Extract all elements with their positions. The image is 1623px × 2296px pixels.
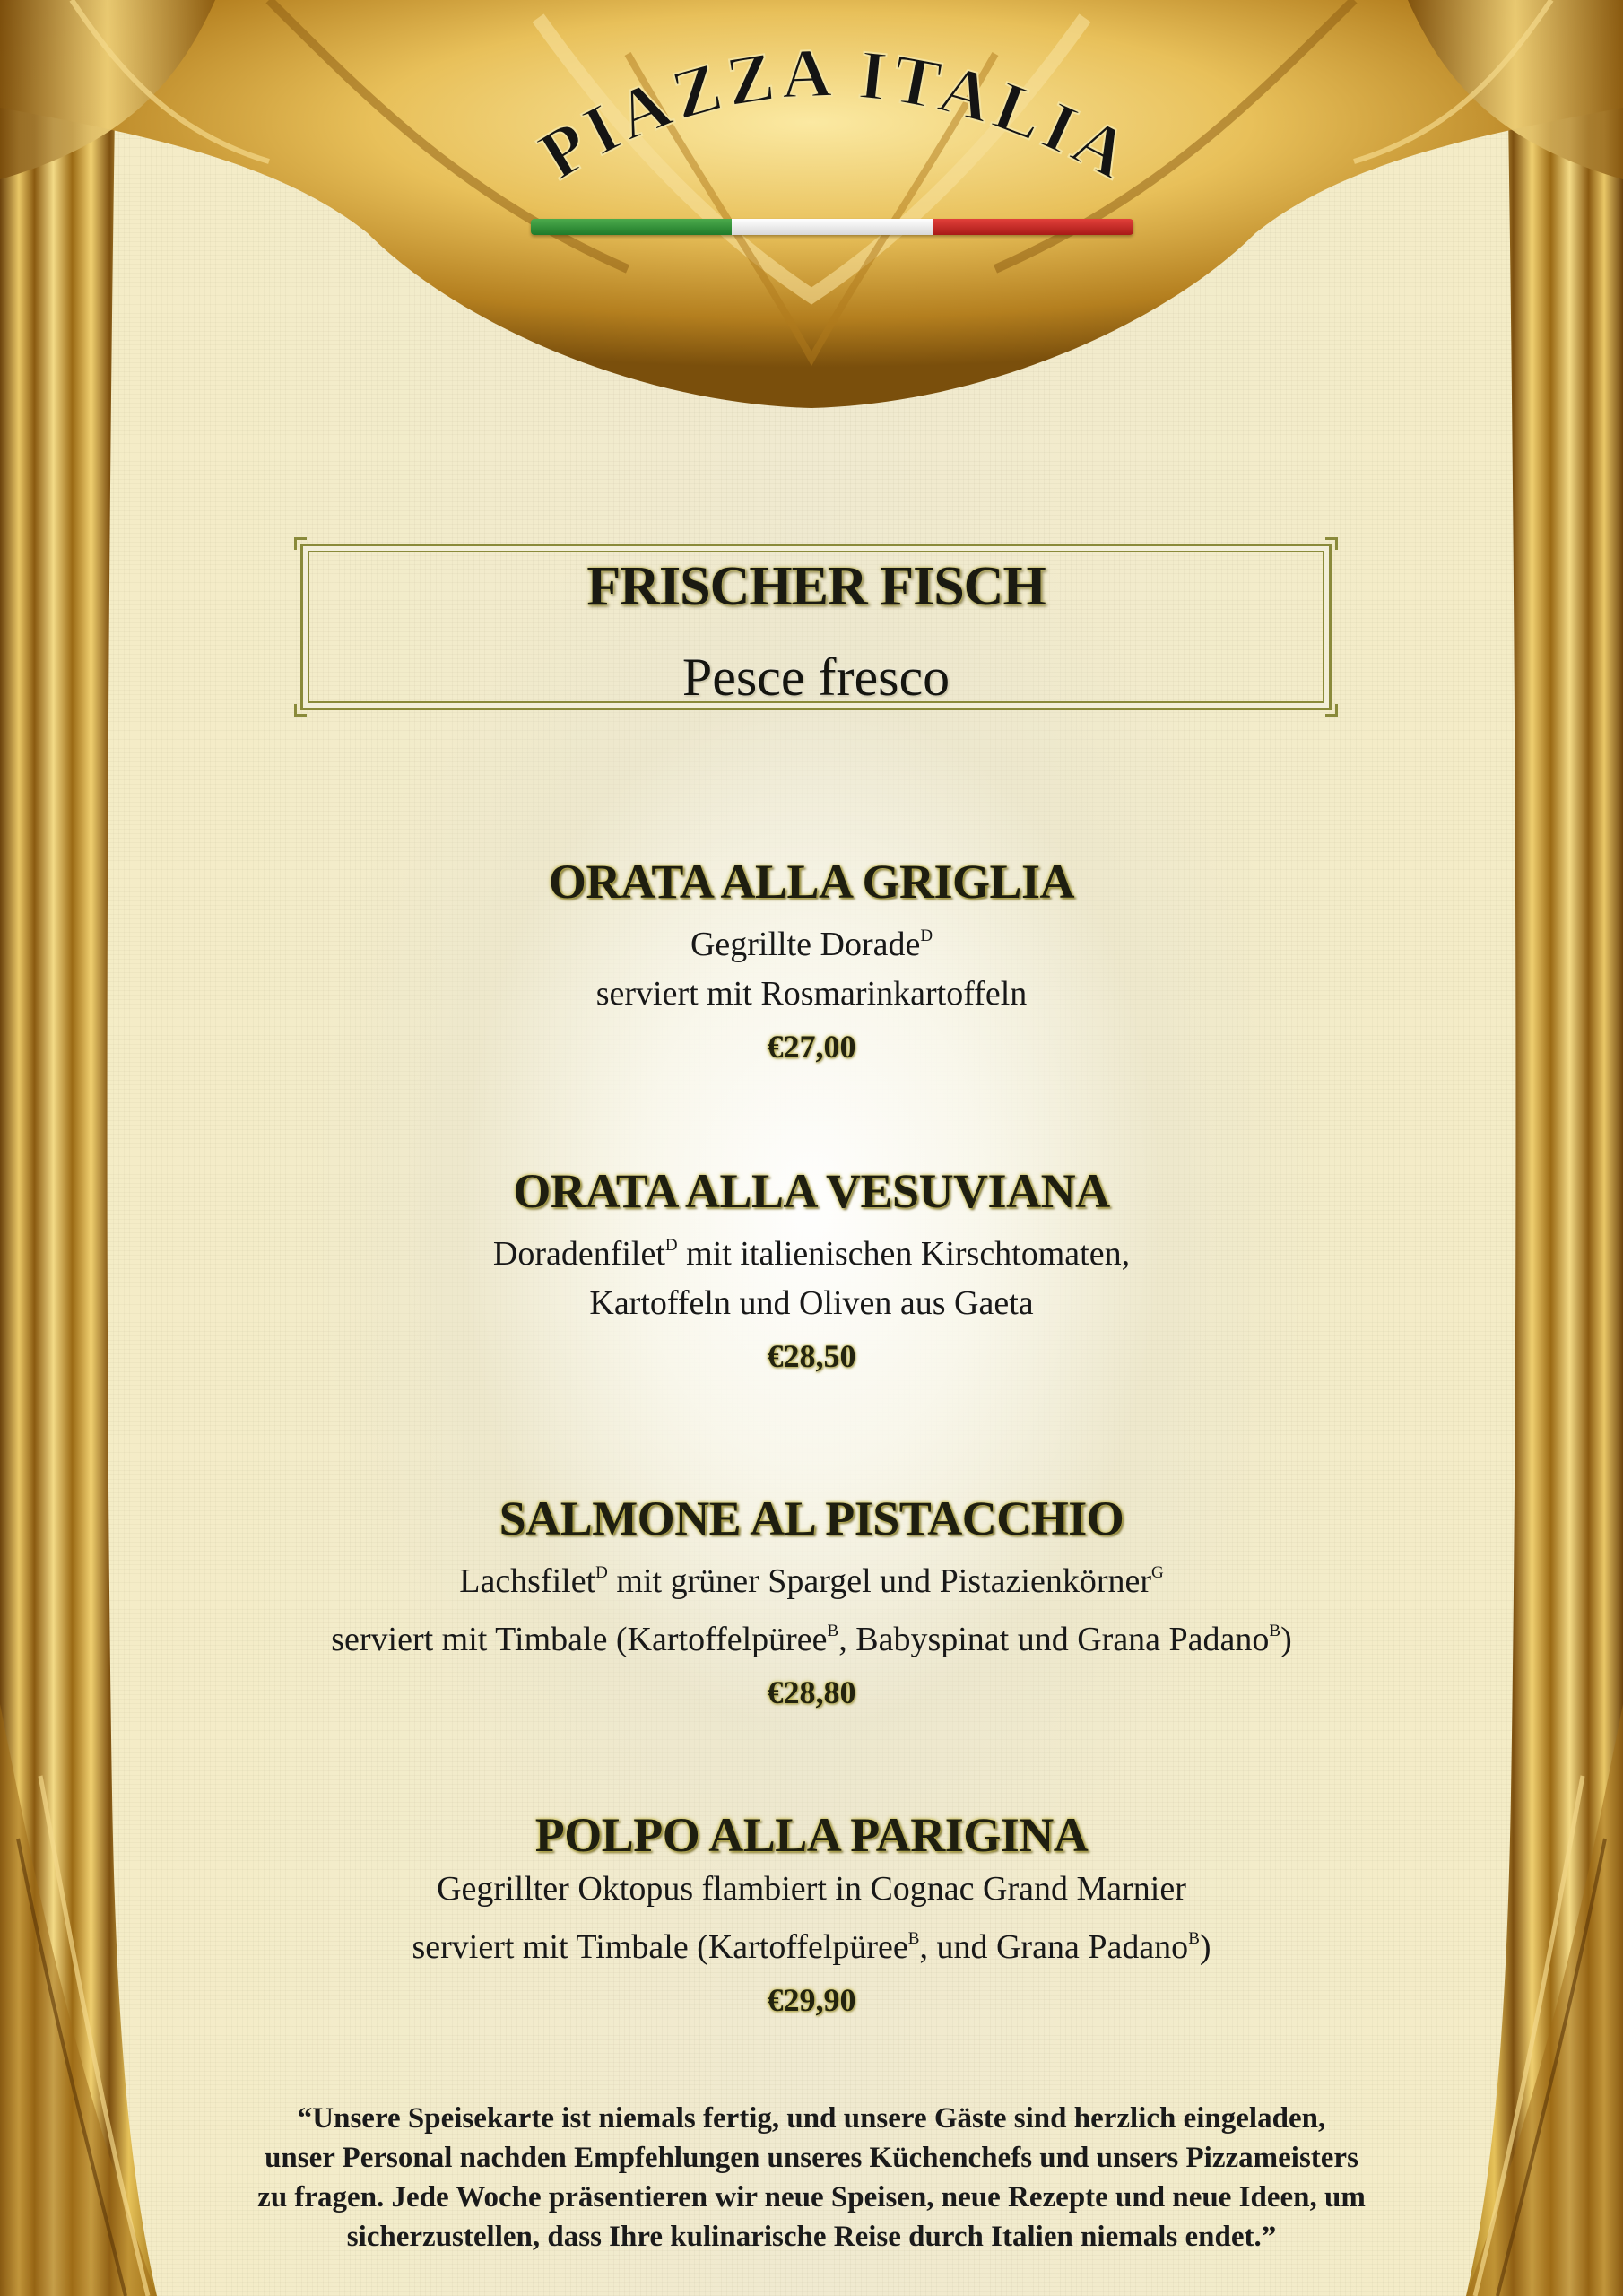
dish-description-line: Gegrillte Dorade$^D$ <box>690 926 933 964</box>
menu-item <box>269 1489 1354 1720</box>
dish-description-line: serviert mit Timbale (Kartoffelpüree$^B$, Babyspinat und Grana Padano$^B$) <box>331 1621 1292 1659</box>
dish-name: POLPO ALLA PARIGINA <box>534 1808 1089 1862</box>
dish-price: €29,90 <box>767 1982 856 2019</box>
section-title: FRISCHER FISCH <box>586 556 1046 617</box>
restaurant-logo <box>0 0 1623 287</box>
dish-description-line: Doradenfilet$^D$ mit italienischen Kirschtomaten, <box>492 1235 1131 1274</box>
dish-description-line: Kartoffeln und Oliven aus Gaeta <box>589 1284 1034 1323</box>
dish-name: ORATA ALLA GRIGLIA <box>548 855 1075 909</box>
allergen-code: B <box>827 1622 839 1641</box>
menu-item <box>269 1161 1354 1384</box>
allergen-code: B <box>1188 1929 1200 1948</box>
dish-price: €27,00 <box>767 1029 856 1065</box>
footer-quote-line: sicherzustellen, dass Ihre kulinarische Reise durch Italien niemals endet.” <box>346 2221 1277 2253</box>
section-subtitle: Pesce fresco <box>681 648 950 707</box>
dish-description-line: serviert mit Timbale (Kartoffelpüree$^B$, und Grana Padano$^B$) <box>412 1928 1211 1967</box>
dish-price: €28,50 <box>767 1338 856 1375</box>
menu-item <box>269 852 1354 1074</box>
menu-item <box>269 1805 1354 2028</box>
dish-name: ORATA ALLA VESUVIANA <box>513 1164 1110 1218</box>
allergen-code: D <box>920 926 933 945</box>
allergen-code: B <box>1269 1622 1281 1641</box>
allergen-code: G <box>1151 1563 1164 1582</box>
svg-text:PIAZZA ITALIA <box>526 33 1147 196</box>
footer-quote <box>152 2099 1471 2257</box>
dish-description-line: serviert mit Rosmarinkartoffeln <box>595 975 1028 1013</box>
dish-name: SALMONE AL PISTACCHIO <box>499 1492 1124 1545</box>
dish-price: €28,80 <box>767 1674 856 1711</box>
allergen-code: D <box>664 1236 678 1255</box>
italian-flag-stripe <box>531 219 1133 235</box>
dish-description-line: Lachsfilet$^D$ mit grüner Spargel und Pistazienkörner$^G$ <box>459 1562 1164 1601</box>
footer-quote-line: zu fragen. Jede Woche präsentieren wir neue Speisen, neue Rezepte und neue Ideen, um <box>257 2181 1366 2213</box>
allergen-code: B <box>907 1929 920 1948</box>
allergen-code: D <box>595 1563 608 1582</box>
logo-text: PIAZZA ITALIA <box>525 32 1147 196</box>
section-header-frame <box>300 544 1332 710</box>
dish-description-line: Gegrillter Oktopus flambiert in Cognac Grand Marnier <box>437 1870 1186 1908</box>
footer-quote-line: unser Personal nachden Empfehlungen unseres Küchenchefs und unsers Pizzameisters <box>265 2142 1358 2174</box>
footer-quote-line: “Unsere Speisekarte ist niemals fertig, und unsere Gäste sind herzlich eingeladen, <box>297 2102 1326 2135</box>
